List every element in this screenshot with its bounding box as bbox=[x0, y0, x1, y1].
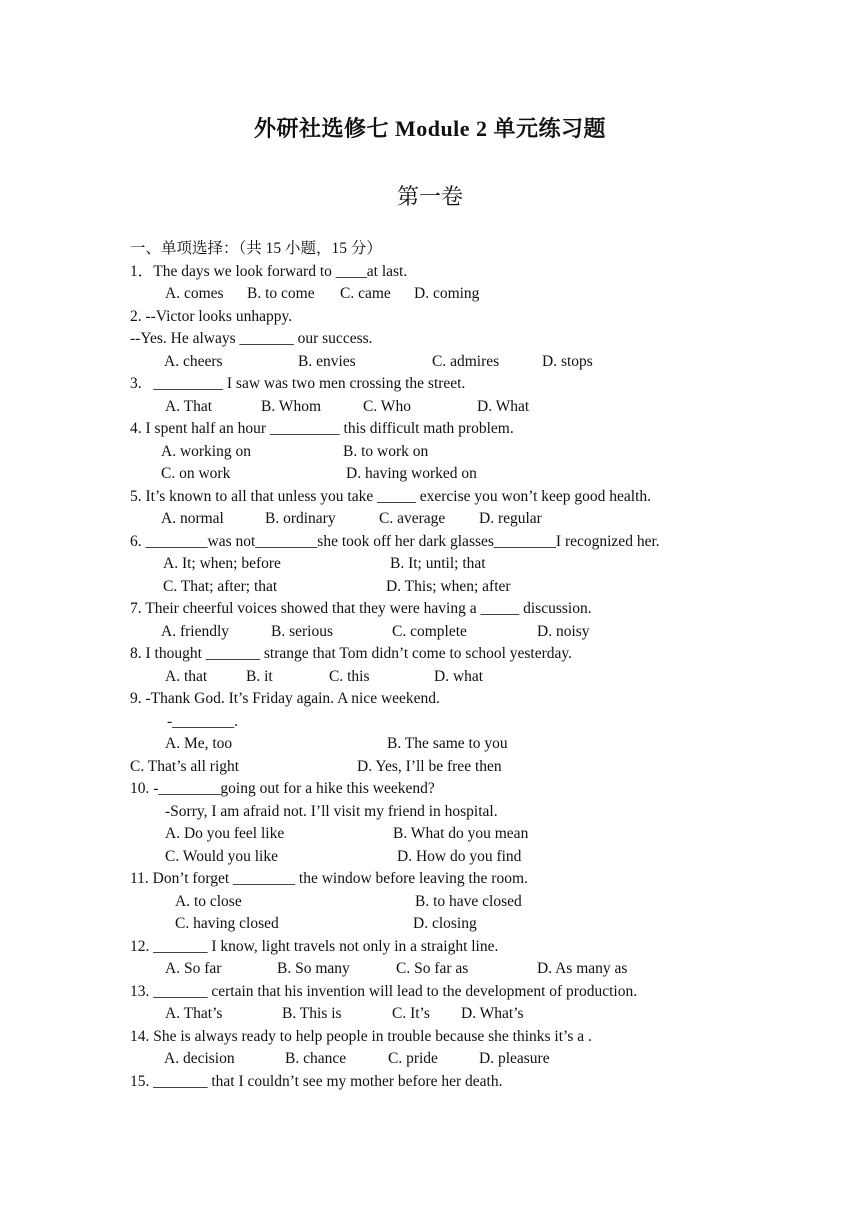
option: D. This; when; after bbox=[386, 577, 511, 595]
question-stem-line bbox=[130, 486, 770, 509]
question-stem: 12. _______ I know, light travels not only in a straight line. bbox=[130, 937, 499, 955]
option: B. to come bbox=[247, 285, 315, 302]
question-stem-line bbox=[130, 643, 770, 666]
option: B. This is bbox=[282, 1005, 342, 1022]
option-row bbox=[130, 756, 770, 779]
question-stem-line bbox=[130, 328, 770, 351]
option: B. envies bbox=[298, 352, 356, 370]
option: C. complete bbox=[392, 622, 467, 640]
question-stem: 3. _________ I saw was two men crossing the street. bbox=[130, 375, 466, 392]
option: D. What’s bbox=[461, 1005, 524, 1022]
question-stem: 14. She is always ready to help people in trouble because she thinks it’s a . bbox=[130, 1027, 592, 1045]
option: C. So far as bbox=[396, 960, 469, 977]
option: C. pride bbox=[388, 1050, 438, 1067]
option-row bbox=[130, 733, 770, 756]
question-body bbox=[130, 238, 770, 1093]
option: D. pleasure bbox=[479, 1050, 550, 1067]
question-stem: 9. -Thank God. It’s Friday again. A nice weekend. bbox=[130, 690, 440, 707]
question-stem-line bbox=[130, 868, 770, 891]
option-row bbox=[130, 283, 770, 306]
option: A. comes bbox=[165, 285, 224, 302]
question-stem-line bbox=[130, 261, 770, 284]
option-row bbox=[130, 621, 770, 644]
section-header-line bbox=[130, 238, 770, 261]
page-subtitle: 第一卷 bbox=[396, 184, 463, 209]
option-row bbox=[130, 396, 770, 419]
question-stem: 10. -________going out for a hike this weekend? bbox=[130, 780, 435, 797]
section-header: 一、单项选择：（共 15 小题，15 分） bbox=[130, 240, 382, 257]
option-row bbox=[130, 1003, 770, 1026]
option-row bbox=[130, 913, 770, 936]
option: C. admires bbox=[432, 352, 500, 370]
option-row bbox=[130, 958, 770, 981]
option-row bbox=[130, 553, 770, 576]
option-row bbox=[130, 441, 770, 464]
option-row bbox=[130, 508, 770, 531]
option-row bbox=[130, 846, 770, 869]
option: C. That; after; that bbox=[163, 577, 278, 595]
option: C. having closed bbox=[175, 915, 279, 932]
option-row bbox=[130, 1048, 770, 1071]
option: B. it bbox=[246, 667, 273, 685]
question-stem: -________. bbox=[167, 712, 239, 730]
option: D. having worked on bbox=[346, 465, 477, 482]
option: A. working on bbox=[161, 442, 251, 460]
option: C. That’s all right bbox=[130, 757, 240, 775]
option: D. How do you find bbox=[397, 847, 522, 865]
question-stem-line bbox=[130, 981, 770, 1004]
option: C. came bbox=[340, 285, 391, 302]
option: B. ordinary bbox=[265, 510, 336, 527]
option: D. coming bbox=[414, 285, 480, 302]
question-stem: 2. --Victor looks unhappy. bbox=[130, 307, 293, 325]
option: B. to have closed bbox=[415, 892, 522, 910]
option: C. It’s bbox=[392, 1005, 430, 1022]
option: A. decision bbox=[164, 1050, 235, 1067]
option: C. average bbox=[379, 510, 446, 527]
option: A. Me, too bbox=[165, 735, 233, 752]
option: B. The same to you bbox=[387, 735, 508, 752]
option: A. That’s bbox=[165, 1005, 223, 1022]
question-stem: 7. Their cheerful voices showed that they were having a _____ discussion. bbox=[130, 600, 592, 617]
option: A. It; when; before bbox=[163, 555, 281, 572]
option: A. that bbox=[165, 667, 208, 685]
option: B. So many bbox=[277, 960, 350, 977]
page-title: 外研社选修七 Module 2 单元练习题 bbox=[253, 116, 607, 141]
question-stem-line bbox=[130, 598, 770, 621]
question-stem-line bbox=[130, 711, 770, 734]
question-stem-line bbox=[130, 373, 770, 396]
option: D. Yes, I’ll be free then bbox=[357, 757, 502, 775]
question-stem: 11. Don’t forget ________ the window before leaving the room. bbox=[130, 870, 528, 887]
option: D. As many as bbox=[537, 960, 628, 977]
question-stem-line bbox=[130, 778, 770, 801]
question-stem-line bbox=[130, 531, 770, 554]
option-row bbox=[130, 351, 770, 374]
question-stem-line bbox=[130, 1071, 770, 1094]
option: D. What bbox=[477, 397, 530, 415]
question-stem-line bbox=[130, 306, 770, 329]
question-stem: 8. I thought _______ strange that Tom didn’t come to school yesterday. bbox=[130, 645, 573, 662]
option: A. normal bbox=[161, 510, 224, 527]
option: D. noisy bbox=[537, 622, 590, 640]
option: B. Whom bbox=[261, 397, 321, 415]
question-stem: 1．The days we look forward to ____at last. bbox=[130, 262, 408, 280]
option-row bbox=[130, 576, 770, 599]
option-row bbox=[130, 823, 770, 846]
question-stem: 6. ________was not________she took off her dark glasses________I recognized her. bbox=[130, 532, 660, 550]
question-stem-line bbox=[130, 936, 770, 959]
option: A. Do you feel like bbox=[165, 825, 285, 842]
option: C. Who bbox=[363, 397, 411, 415]
question-stem-line bbox=[130, 418, 770, 441]
question-stem: 4. I spent half an hour _________ this difficult math problem. bbox=[130, 420, 514, 437]
option: D. closing bbox=[413, 915, 477, 932]
question-stem-line bbox=[130, 801, 770, 824]
question-stem: -Sorry, I am afraid not. I’ll visit my friend in hospital. bbox=[165, 802, 498, 820]
option: D. what bbox=[434, 667, 484, 685]
question-stem: --Yes. He always _______ our success. bbox=[130, 330, 373, 347]
question-stem-line bbox=[130, 688, 770, 711]
option: D. stops bbox=[542, 352, 593, 370]
option: A. So far bbox=[165, 960, 222, 977]
option: B. serious bbox=[271, 622, 333, 640]
option: B. chance bbox=[285, 1050, 347, 1067]
question-stem: 15. _______ that I couldn’t see my mother before her death. bbox=[130, 1072, 503, 1090]
option: C. Would you like bbox=[165, 847, 278, 865]
option: B. to work on bbox=[343, 442, 429, 460]
question-stem: 5. It’s known to all that unless you take _____ exercise you won’t keep good health. bbox=[130, 487, 652, 505]
option: B. It; until; that bbox=[390, 555, 486, 572]
question-stem: 13. _______ certain that his invention will lead to the development of production. bbox=[130, 982, 638, 1000]
option: A. That bbox=[165, 397, 213, 415]
option: C. this bbox=[329, 667, 370, 685]
option-row bbox=[130, 666, 770, 689]
option-row bbox=[130, 463, 770, 486]
option: C. on work bbox=[161, 465, 231, 482]
option: A. friendly bbox=[161, 622, 230, 640]
option: B. What do you mean bbox=[393, 825, 529, 842]
option-row bbox=[130, 891, 770, 914]
question-stem-line bbox=[130, 1026, 770, 1049]
option: A. cheers bbox=[164, 352, 223, 370]
option: A. to close bbox=[175, 892, 242, 910]
option: D. regular bbox=[479, 510, 542, 527]
